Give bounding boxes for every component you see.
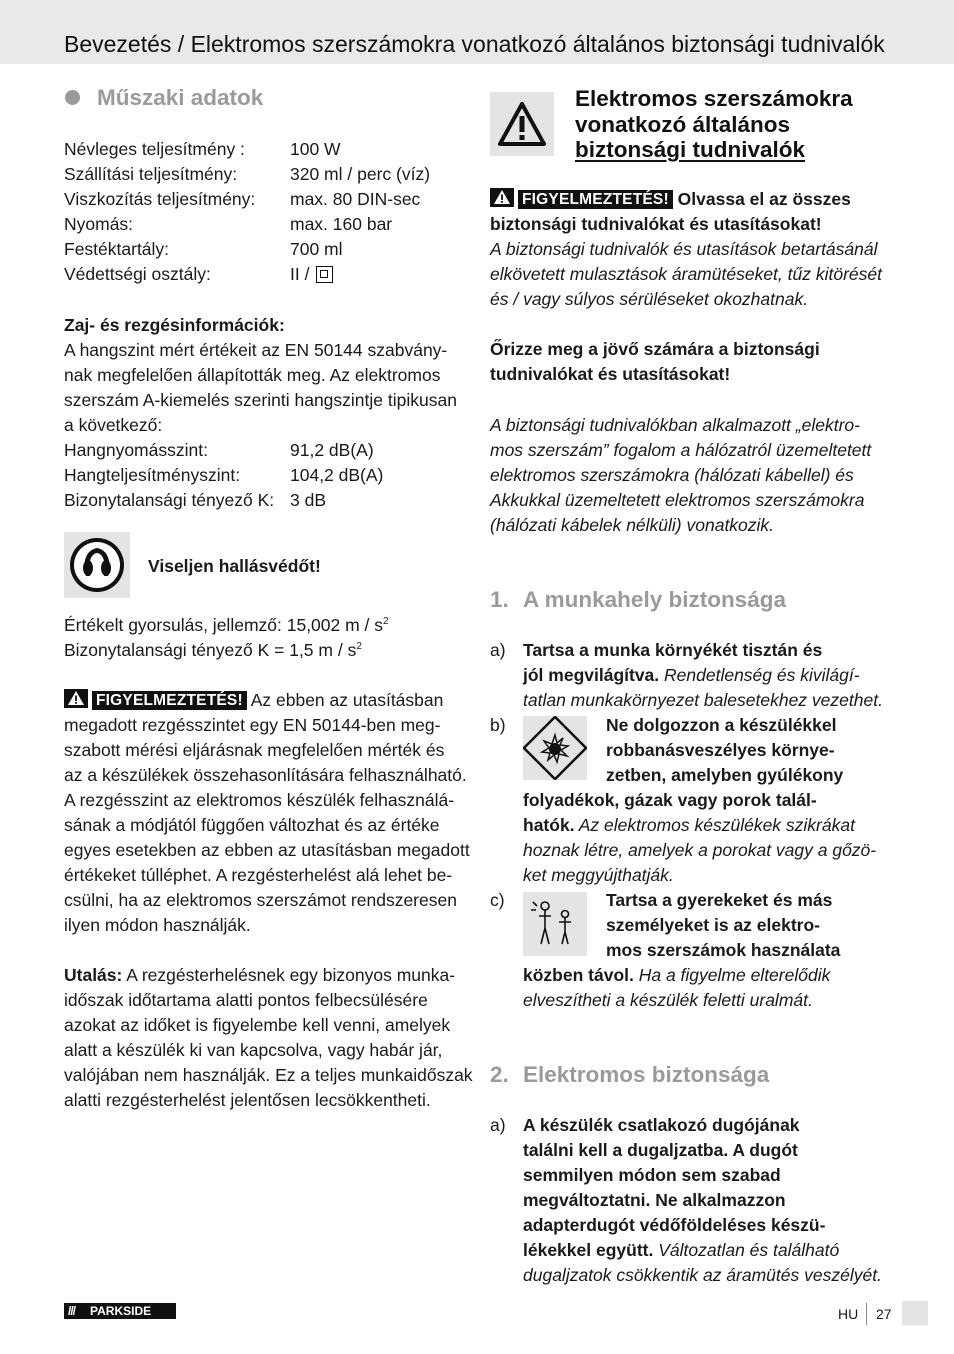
section1-title: A munkahely biztonsága [523, 587, 786, 612]
page-tab [902, 1301, 928, 1325]
spec-label: Viszkozítás teljesítmény: [64, 189, 256, 209]
acceleration-line [64, 613, 389, 638]
s1a-line1: Tartsa a munka környékét tisztán és [523, 640, 823, 660]
s1b-bold-line: zetben, amelyben gyúlékony [606, 765, 844, 785]
noise-label: Hangnyomásszint: [64, 440, 208, 460]
protection-class-ii-icon [316, 266, 333, 283]
vibration-warning-line: sának a módjától függően változhat és az értéke [64, 815, 440, 835]
term-line: mos szerszám” fogalom a hálózatról üzemeltetett [490, 440, 872, 460]
page-title: Bevezetés / Elektromos szerszámokra vonatkozó általános biztonsági tudnivalók [64, 31, 885, 57]
s1a-line2 [523, 663, 860, 688]
explosion-hazard-icon [523, 716, 587, 780]
s1c-line5: elveszítheti a készülék feletti uralmát. [523, 990, 813, 1010]
note-text: A rezgésterhelésnek egy bizonyos munka- [122, 965, 456, 985]
s1b-bold-line: folyadékok, gázak vagy porok talál- [523, 790, 817, 810]
term-line: (hálózati kábelek nélküli) vonatkozik. [490, 515, 775, 535]
safety-title-line: biztonsági tudnivalók [575, 137, 806, 162]
spec-value: 320 ml / perc (víz) [290, 164, 431, 184]
uncertainty-sup: 2 [356, 641, 362, 653]
spec-label: Névleges teljesítmény : [64, 139, 245, 159]
safety-warning-italic-line: A biztonsági tudnivalók és utasítások betartásánál [490, 239, 878, 259]
note-first-line [64, 963, 455, 988]
s1c-italic-start: Ha a figyelme elterelődik [633, 965, 831, 985]
note-line: alatti rezgésterhelést jelentősen lecsökkentheti. [64, 1090, 431, 1110]
keep-line: tudnivalókat és utasításokat! [490, 364, 731, 384]
spec-label: Festéktartály: [64, 239, 170, 259]
logo-text: PARKSIDE [90, 1304, 152, 1318]
note-line: időszak időtartama alatti pontos felbecsülésére [64, 990, 428, 1010]
footer-divider [866, 1303, 867, 1325]
brand-logo [64, 1303, 176, 1319]
s1c-bold-line: személyeket is az elektro- [606, 915, 821, 935]
s1b-bold-line: robbanásveszélyes környe- [606, 740, 835, 760]
keep-line: Őrizze meg a jövő számára a biztonsági [490, 339, 820, 359]
hearing-protection-icon [64, 532, 130, 598]
language-code: HU [838, 1306, 859, 1322]
logo-stripes-icon: /// [68, 1304, 76, 1318]
spec-label: Szállítási teljesítmény: [64, 164, 238, 184]
page-number: 27 [876, 1306, 892, 1322]
section2-number: 2. [490, 1062, 509, 1087]
s1b-bold-end: hatók. [523, 815, 575, 835]
s1a-letter: a) [490, 640, 506, 660]
s1b-bold-line: Ne dolgozzon a készülékkel [606, 715, 837, 735]
s2a-italic-start: Változatlan és található [653, 1240, 840, 1260]
warning-badge: FIGYELMEZTETÉS! [518, 190, 673, 209]
spec-value: max. 80 DIN-sec [290, 189, 421, 209]
noise-line: szerszám A-kiemelés szerinti hangszintje tipikusan [64, 390, 457, 410]
safety-warning-italic-line: elkövetett mulasztások áramütéseket, tűz kitörését [490, 264, 882, 284]
s1b-italic-line: ket meggyújthatják. [523, 865, 674, 885]
vibration-warning-line: csülni, ha az elektromos szerszámot rendszeresen [64, 890, 457, 910]
spec-label: Védettségi osztály: [64, 264, 211, 284]
s2a-bold-line: semmilyen módon sem szabad [523, 1165, 781, 1185]
warning-triangle-icon [64, 689, 88, 708]
term-line: elektromos szerszámokra (hálózati kábellel) és [490, 465, 854, 485]
noise-label: Bizonytalansági tényező K: [64, 490, 275, 510]
spec-value: max. 160 bar [290, 214, 393, 234]
s2a-line7: dugaljzatok csökkentik az áramütés veszélyét. [523, 1265, 882, 1285]
s1b-italic-line: hoznak létre, amelyek a porokat vagy a gőzö- [523, 840, 877, 860]
safety-warning-first-line [490, 187, 851, 212]
s1c-line4 [523, 963, 830, 988]
note-label: Utalás: [64, 965, 123, 985]
spec-label: Nyomás: [64, 214, 134, 234]
noise-value: 104,2 dB(A) [290, 465, 384, 485]
noise-value: 91,2 dB(A) [290, 440, 374, 460]
spec-value: 700 ml [290, 239, 343, 259]
noise-heading: Zaj- és rezgésinformációk: [64, 315, 285, 335]
vibration-warning-line: szabott mérési eljárásnak megfelelően mérték és [64, 740, 445, 760]
noise-line: nak megfelelően állapították meg. Az elektromos [64, 365, 441, 385]
acceleration-text: Értékelt gyorsulás, jellemző: 15,002 m / s [64, 615, 384, 635]
s1a-italic-start: Rendetlenség és kivilágí- [659, 665, 860, 685]
keep-children-away-icon [523, 892, 587, 956]
vibration-warning-line: A rezgésszint az elektromos készülék felhasználá- [64, 790, 455, 810]
uncertainty-line [64, 638, 362, 663]
vibration-warning-line: értékeket túlléphet. A rezgésterhelést alá lehet be- [64, 865, 453, 885]
uncertainty-text: Bizonytalansági tényező K = 1,5 m / s [64, 640, 357, 660]
s1a-line3: tatlan munkakörnyezet balesetekhez vezethet. [523, 690, 883, 710]
spec-value: 100 W [290, 139, 341, 159]
section2-title: Elektromos biztonsága [523, 1062, 770, 1087]
note-line: azokat az időket is figyelembe kell venni, amelyek [64, 1015, 451, 1035]
spec-value: II / [290, 262, 333, 287]
vibration-warning-line: megadott rezgésszintet egy EN 50144-ben meg- [64, 715, 441, 735]
vibration-warning-line: az a készülékek összehasonlítására felhasználható. [64, 765, 467, 785]
page-header [0, 0, 954, 64]
s1c-bold-line: mos szerszámok használata [606, 940, 841, 960]
note-line: valójában nem használják. Ez a teljes munkaidőszak [64, 1065, 473, 1085]
warning-badge: FIGYELMEZTETÉS! [92, 691, 247, 710]
s1b-letter: b) [490, 715, 506, 735]
section1-number: 1. [490, 587, 509, 612]
safety-warning-italic-line: és / vagy súlyos sérüléseket okozhatnak. [490, 289, 809, 309]
noise-label: Hangteljesítményszint: [64, 465, 241, 485]
s2a-bold-line: találni kell a dugaljzatba. A dugót [523, 1140, 798, 1160]
note-line: alatt a készülék ki van kapcsolva, vagy habár jár, [64, 1040, 443, 1060]
term-line: A biztonsági tudnivalókban alkalmazott „elektro- [490, 415, 860, 435]
s2a-bold-end: lékekkel együtt. [523, 1240, 654, 1260]
section-bullet-icon [65, 90, 80, 105]
vibration-warning-line: egyes esetekben az ebben az utasításban megadott [64, 840, 470, 860]
s1c-letter: c) [490, 890, 505, 910]
s2a-bold-line: adapterdugót védőföldeléses készü- [523, 1215, 826, 1235]
general-warning-icon [490, 92, 554, 156]
noise-line: A hangszint mért értékeit az EN 50144 szabvány- [64, 340, 448, 360]
safety-title-line: Elektromos szerszámokra [575, 86, 853, 111]
noise-value: 3 dB [290, 490, 326, 510]
s2a-letter: a) [490, 1115, 506, 1135]
warning-triangle-icon [490, 188, 514, 207]
hearing-protection-label: Viseljen hallásvédőt! [148, 556, 321, 576]
s1c-bold-end: közben távol. [523, 965, 634, 985]
safety-warning-bold-text: Olvassa el az összes [672, 189, 851, 209]
vibration-warning-text: Az ebben az utasításban [250, 690, 444, 710]
s2a-bold-line: megváltoztatni. Ne alkalmazzon [523, 1190, 786, 1210]
vibration-warning-first-line [64, 688, 443, 713]
s1b-italic-start: Az elektromos készülékek szikrákat [574, 815, 855, 835]
s2a-bold-line: A készülék csatlakozó dugójának [523, 1115, 800, 1135]
tech-data-heading: Műszaki adatok [97, 85, 264, 110]
vibration-warning-line: ilyen módon használják. [64, 915, 251, 935]
s2a-line6 [523, 1238, 839, 1263]
safety-warning-bold-line2: biztonsági tudnivalókat és utasításokat! [490, 214, 822, 234]
noise-line: a következő: [64, 415, 163, 435]
acceleration-sup: 2 [383, 616, 389, 628]
safety-title-line: vonatkozó általános [575, 111, 791, 137]
s1b-line5 [523, 813, 855, 838]
s1a-bold-end: jól megvilágítva. [523, 665, 660, 685]
term-line: Akkukkal üzemeltetett elektromos szerszámokra [490, 490, 865, 510]
s1c-bold-line: Tartsa a gyerekeket és más [606, 890, 833, 910]
